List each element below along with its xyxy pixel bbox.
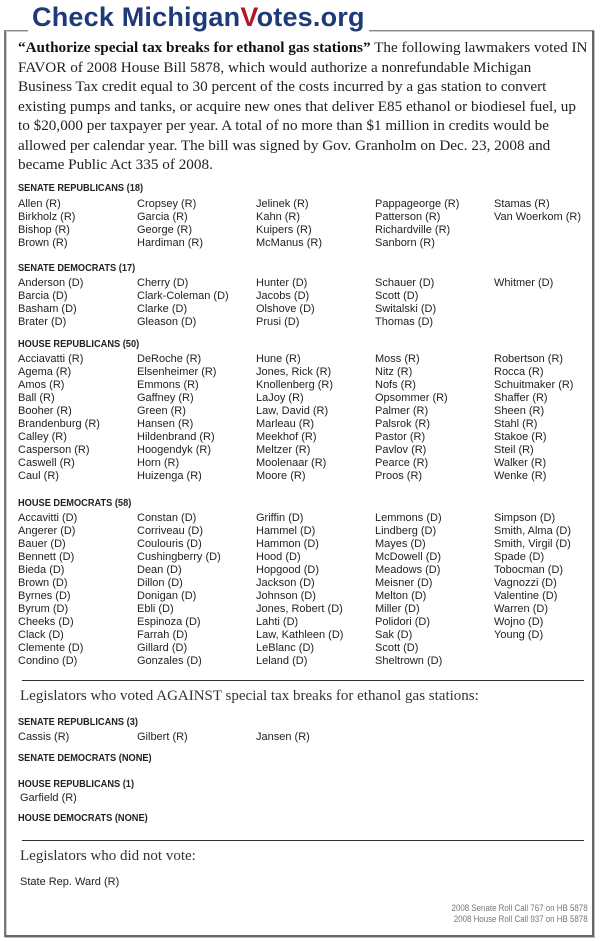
legislator-name: Mayes (D) bbox=[375, 538, 426, 550]
legislator-name: Moore (R) bbox=[256, 470, 306, 482]
legislator-name: Van Woerkom (R) bbox=[494, 211, 582, 223]
legislator-name: Garcia (R) bbox=[137, 211, 188, 223]
legislator-name: Jansen (R) bbox=[256, 731, 310, 743]
legislator-name: Byrnes (D) bbox=[18, 590, 71, 602]
legislator-name: Amos (R) bbox=[18, 379, 65, 391]
legislator-name: Constan (D) bbox=[137, 512, 197, 524]
legislator-name: Emmons (R) bbox=[137, 379, 199, 391]
legislator-name: Tobocman (D) bbox=[494, 564, 564, 576]
legislator-name: Gillard (D) bbox=[137, 642, 188, 654]
legislator-name: Bauer (D) bbox=[18, 538, 66, 550]
legislator-name: Olshove (D) bbox=[256, 303, 315, 315]
legislator-name: DeRoche (R) bbox=[137, 353, 202, 365]
legislator-name: Prusi (D) bbox=[256, 316, 300, 328]
section-heading: HOUSE DEMOCRATS (58) bbox=[18, 497, 132, 509]
legislator-name: Espinoza (D) bbox=[137, 616, 201, 628]
legislator-name: Agema (R) bbox=[18, 366, 72, 378]
legislator-name: Dean (D) bbox=[137, 564, 182, 576]
site-logo[interactable] bbox=[28, 2, 369, 33]
legislator-name: Schuitmaker (R) bbox=[494, 379, 574, 391]
name-grid-house-democrats bbox=[18, 512, 598, 668]
legislator-name: Whitmer (D) bbox=[494, 277, 554, 289]
legislator-name: Cushingberry (D) bbox=[137, 551, 221, 563]
legislator-name: Sak (D) bbox=[375, 629, 413, 641]
legislator-name: Cassis (R) bbox=[18, 731, 70, 743]
name-grid-house-republicans bbox=[18, 353, 598, 483]
legislator-name: Jones, Rick (R) bbox=[256, 366, 332, 378]
legislator-name: Cheeks (D) bbox=[18, 616, 74, 628]
name-grid-against-senate-republicans bbox=[18, 731, 598, 744]
legislator-name: Sanborn (R) bbox=[375, 237, 435, 249]
legislator-name: Corriveau (D) bbox=[137, 525, 204, 537]
legislator-name: Robertson (R) bbox=[494, 353, 564, 365]
legislator-name: Condino (D) bbox=[18, 655, 78, 667]
legislator-name: Scott (D) bbox=[375, 290, 419, 302]
legislator-name: McDowell (D) bbox=[375, 551, 441, 563]
legislator-name: Jackson (D) bbox=[256, 577, 315, 589]
legislator-name: Kuipers (R) bbox=[256, 224, 312, 236]
legislator-name: Angerer (D) bbox=[18, 525, 76, 537]
legislator-name: Clack (D) bbox=[18, 629, 64, 641]
legislator-name: Hardiman (R) bbox=[137, 237, 204, 249]
legislator-name: Opsommer (R) bbox=[375, 392, 448, 404]
legislator-name: State Rep. Ward (R) bbox=[20, 876, 120, 888]
legislator-name: Farrah (D) bbox=[137, 629, 188, 641]
legislator-name: LaJoy (R) bbox=[256, 392, 304, 404]
legislator-name: Moolenaar (R) bbox=[256, 457, 327, 469]
legislator-name: Caul (R) bbox=[18, 470, 59, 482]
legislator-name: Thomas (D) bbox=[375, 316, 434, 328]
legislator-name: Pearce (R) bbox=[375, 457, 429, 469]
legislator-name: Jacobs (D) bbox=[256, 290, 310, 302]
legislator-name: Warren (D) bbox=[494, 603, 548, 615]
divider bbox=[22, 680, 584, 681]
legislator-name: Leland (D) bbox=[256, 655, 308, 667]
legislator-name: Scott (D) bbox=[375, 642, 419, 654]
legislator-name: Gilbert (R) bbox=[137, 731, 188, 743]
legislator-name: Hammon (D) bbox=[256, 538, 319, 550]
legislator-name: Calley (R) bbox=[18, 431, 67, 443]
legislator-name: Acciavatti (R) bbox=[18, 353, 84, 365]
legislator-name: Polidori (D) bbox=[375, 616, 431, 628]
legislator-name: Vagnozzi (D) bbox=[494, 577, 557, 589]
legislator-name: Steil (R) bbox=[494, 444, 534, 456]
legislator-name: Bennett (D) bbox=[18, 551, 75, 563]
legislator-name: Miller (D) bbox=[375, 603, 420, 615]
legislator-name: Young (D) bbox=[494, 629, 544, 641]
legislator-name: Meisner (D) bbox=[375, 577, 433, 589]
legislator-name: Allen (R) bbox=[18, 198, 61, 210]
legislator-name: Brown (D) bbox=[18, 577, 68, 589]
checkmark-icon: V bbox=[240, 2, 257, 32]
legislator-name: Hammel (D) bbox=[256, 525, 316, 537]
legislator-name: Nitz (R) bbox=[375, 366, 413, 378]
legislator-name: Anderson (D) bbox=[18, 277, 84, 289]
legislator-name: Law, Kathleen (D) bbox=[256, 629, 344, 641]
legislator-name: Law, David (R) bbox=[256, 405, 329, 417]
logo-text-2: otes.org bbox=[256, 2, 365, 32]
legislator-name: Clemente (D) bbox=[18, 642, 84, 654]
legislator-name: Moss (R) bbox=[375, 353, 420, 365]
legislator-name: Lindberg (D) bbox=[375, 525, 437, 537]
legislator-name: Byrum (D) bbox=[18, 603, 69, 615]
legislator-name: LeBlanc (D) bbox=[256, 642, 315, 654]
roll-call-credits bbox=[452, 903, 588, 925]
intro-paragraph bbox=[18, 38, 588, 175]
legislator-name: Horn (R) bbox=[137, 457, 180, 469]
name-grid-not-voting bbox=[20, 876, 600, 889]
name-grid-senate-democrats bbox=[18, 277, 598, 329]
name-grid-senate-republicans bbox=[18, 198, 598, 250]
legislator-name: Jelinek (R) bbox=[256, 198, 309, 210]
legislator-name: Knollenberg (R) bbox=[256, 379, 334, 391]
legislator-name: Hansen (R) bbox=[137, 418, 194, 430]
legislator-name: Pappageorge (R) bbox=[375, 198, 460, 210]
legislator-name: McManus (R) bbox=[256, 237, 323, 249]
legislator-name: Smith, Alma (D) bbox=[494, 525, 572, 537]
legislator-name: Stamas (R) bbox=[494, 198, 550, 210]
legislator-name: Marleau (R) bbox=[256, 418, 315, 430]
legislator-name: Booher (R) bbox=[18, 405, 72, 417]
legislator-name: Hood (D) bbox=[256, 551, 301, 563]
legislator-name: Wenke (R) bbox=[494, 470, 547, 482]
legislator-name: Dillon (D) bbox=[137, 577, 183, 589]
legislator-name: Nofs (R) bbox=[375, 379, 416, 391]
legislator-name: Switalski (D) bbox=[375, 303, 437, 315]
legislator-name: Lahti (D) bbox=[256, 616, 299, 628]
logo-text-1: Check Michigan bbox=[32, 2, 241, 32]
legislator-name: Patterson (R) bbox=[375, 211, 441, 223]
legislator-name: Cropsey (R) bbox=[137, 198, 197, 210]
senate-roll-call: 2008 Senate Roll Call 767 on HB 5878 bbox=[451, 903, 588, 913]
legislator-name: Sheen (R) bbox=[494, 405, 545, 417]
section-heading: HOUSE REPUBLICANS (1) bbox=[18, 778, 135, 790]
bill-description: The following lawmakers voted IN FAVOR of 2008 House Bill 5878, which would authorize a nonrefundable Michigan Business Tax credit equal to 30 percent of the costs incurred by a gas station to convert existing pumps and tanks, or acquire new ones that deliver E85 ethanol or biodiesel fuel, up to $20,000 per taxpayer per year. A total of no more than $1 million in credits would be allowed per calendar year. The bill was signed by Gov. Granholm on Dec. 23, 2008 and became Public Act 335 of 2008. bbox=[18, 39, 588, 173]
legislator-name: Caswell (R) bbox=[18, 457, 75, 469]
legislator-name: Hunter (D) bbox=[256, 277, 308, 289]
legislator-name: Brater (D) bbox=[18, 316, 67, 328]
legislator-name: Hune (R) bbox=[256, 353, 301, 365]
legislator-name: Johnson (D) bbox=[256, 590, 316, 602]
section-heading: HOUSE DEMOCRATS (NONE) bbox=[18, 812, 148, 824]
legislator-name: Meadows (D) bbox=[375, 564, 441, 576]
against-title: Legislators who voted AGAINST special tax breaks for ethanol gas stations: bbox=[20, 688, 479, 704]
legislator-name: Smith, Virgil (D) bbox=[494, 538, 571, 550]
name-grid-against-house-republicans bbox=[20, 792, 600, 805]
legislator-name: Wojno (D) bbox=[494, 616, 544, 628]
legislator-name: Palsrok (R) bbox=[375, 418, 431, 430]
legislator-name: Bishop (R) bbox=[18, 224, 70, 236]
legislator-name: Jones, Robert (D) bbox=[256, 603, 343, 615]
legislator-name: Hildenbrand (R) bbox=[137, 431, 215, 443]
legislator-name: Pavlov (R) bbox=[375, 444, 427, 456]
not-voting-title: Legislators who did not vote: bbox=[20, 848, 196, 864]
section-heading: SENATE DEMOCRATS (NONE) bbox=[18, 752, 152, 764]
legislator-name: Stahl (R) bbox=[494, 418, 538, 430]
legislator-name: Brown (R) bbox=[18, 237, 68, 249]
legislator-name: Shaffer (R) bbox=[494, 392, 548, 404]
legislator-name: Hopgood (D) bbox=[256, 564, 319, 576]
legislator-name: Ball (R) bbox=[18, 392, 55, 404]
legislator-name: Rocca (R) bbox=[494, 366, 544, 378]
legislator-name: George (R) bbox=[137, 224, 193, 236]
legislator-name: Basham (D) bbox=[18, 303, 77, 315]
house-roll-call: 2008 House Roll Call 937 on HB 5878 bbox=[454, 914, 588, 924]
legislator-name: Clark-Coleman (D) bbox=[137, 290, 229, 302]
legislator-name: Gaffney (R) bbox=[137, 392, 194, 404]
legislator-name: Birkholz (R) bbox=[18, 211, 76, 223]
legislator-name: Coulouris (D) bbox=[137, 538, 202, 550]
legislator-name: Schauer (D) bbox=[375, 277, 435, 289]
legislator-name: Gleason (D) bbox=[137, 316, 197, 328]
legislator-name: Clarke (D) bbox=[137, 303, 188, 315]
legislator-name: Meekhof (R) bbox=[256, 431, 317, 443]
legislator-name: Walker (R) bbox=[494, 457, 547, 469]
legislator-name: Huizenga (R) bbox=[137, 470, 202, 482]
legislator-name: Valentine (D) bbox=[494, 590, 558, 602]
legislator-name: Meltzer (R) bbox=[256, 444, 311, 456]
legislator-name: Accavitti (D) bbox=[18, 512, 78, 524]
legislator-name: Garfield (R) bbox=[20, 792, 77, 804]
legislator-name: Pastor (R) bbox=[375, 431, 426, 443]
legislator-name: Barcia (D) bbox=[18, 290, 68, 302]
section-heading: HOUSE REPUBLICANS (50) bbox=[18, 338, 140, 350]
legislator-name: Stakoe (R) bbox=[494, 431, 547, 443]
legislator-name: Richardville (R) bbox=[375, 224, 451, 236]
legislator-name: Bieda (D) bbox=[18, 564, 65, 576]
legislator-name: Gonzales (D) bbox=[137, 655, 202, 667]
legislator-name: Spade (D) bbox=[494, 551, 545, 563]
legislator-name: Elsenheimer (R) bbox=[137, 366, 217, 378]
legislator-name: Griffin (D) bbox=[256, 512, 304, 524]
legislator-name: Brandenburg (R) bbox=[18, 418, 100, 430]
legislator-name: Proos (R) bbox=[375, 470, 423, 482]
section-heading: SENATE DEMOCRATS (17) bbox=[18, 262, 136, 274]
legislator-name: Hoogendyk (R) bbox=[137, 444, 211, 456]
legislator-name: Donigan (D) bbox=[137, 590, 197, 602]
section-heading: SENATE REPUBLICANS (18) bbox=[18, 182, 144, 194]
legislator-name: Sheltrown (D) bbox=[375, 655, 443, 667]
section-heading: SENATE REPUBLICANS (3) bbox=[18, 716, 138, 728]
legislator-name: Cherry (D) bbox=[137, 277, 189, 289]
legislator-name: Lemmons (D) bbox=[375, 512, 442, 524]
divider bbox=[22, 840, 584, 841]
legislator-name: Palmer (R) bbox=[375, 405, 429, 417]
bill-headline: “Authorize special tax breaks for ethanol gas stations” bbox=[18, 39, 371, 56]
legislator-name: Melton (D) bbox=[375, 590, 427, 602]
legislator-name: Casperson (R) bbox=[18, 444, 90, 456]
legislator-name: Simpson (D) bbox=[494, 512, 556, 524]
legislator-name: Green (R) bbox=[137, 405, 186, 417]
legislator-name: Kahn (R) bbox=[256, 211, 301, 223]
legislator-name: Ebli (D) bbox=[137, 603, 174, 615]
